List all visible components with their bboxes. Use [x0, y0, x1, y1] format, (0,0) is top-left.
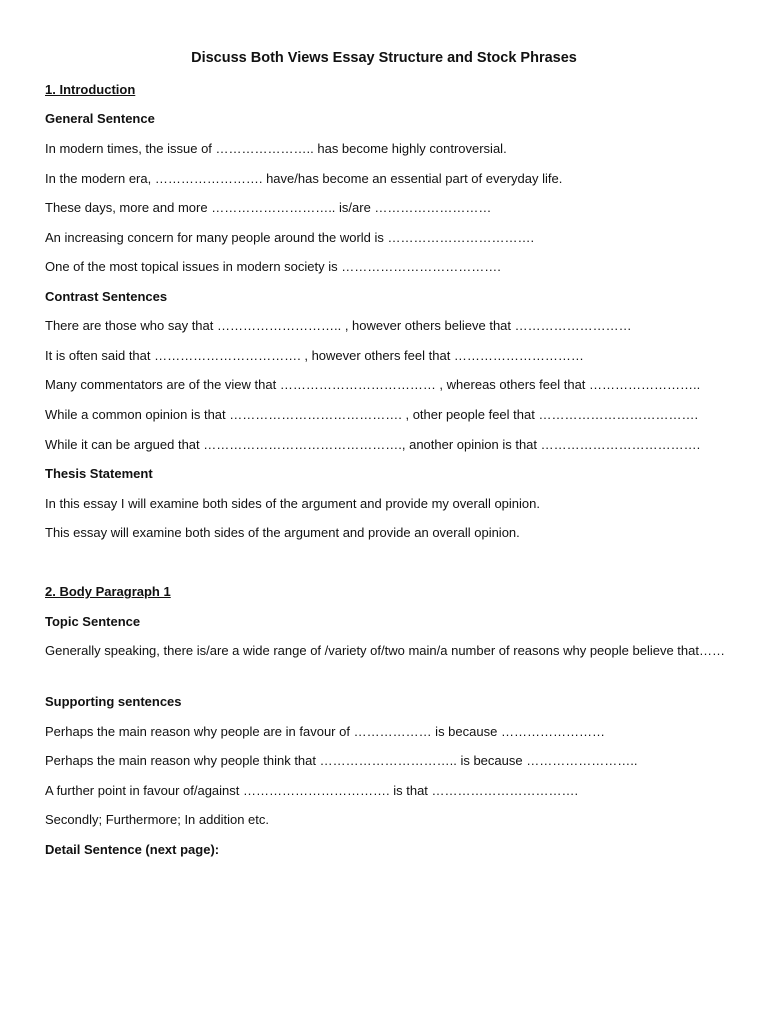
phrase-line: While it can be argued that ………………………………………., another opinion is that ………………………………. — [45, 437, 701, 452]
phrase-line: While a common opinion is that …………………………………. , other people feel that ………………………………. — [45, 407, 699, 422]
subheading-topic-sentence: Topic Sentence — [45, 614, 141, 629]
section-heading-introduction: 1. Introduction — [45, 82, 136, 97]
phrase-line: A further point in favour of/against ……………………………. is that ……………………………. — [45, 783, 579, 798]
subheading-thesis-statement: Thesis Statement — [45, 466, 153, 481]
phrase-line: Many commentators are of the view that ……………………………… , whereas others feel that …………………….. — [45, 377, 701, 392]
phrase-line: It is often said that ……………………………. , however others feel that ………………………… — [45, 348, 584, 363]
phrase-line: This essay will examine both sides of the argument and provide an overall opinion. — [45, 525, 520, 540]
subheading-detail-sentence: Detail Sentence (next page): — [45, 842, 220, 857]
phrase-line: An increasing concern for many people around the world is ……………………………. — [45, 230, 535, 245]
phrase-line: Secondly; Furthermore; In addition etc. — [45, 812, 270, 827]
phrase-line: Perhaps the main reason why people are in favour of ……………… is because …………………… — [45, 724, 605, 739]
subheading-general-sentence: General Sentence — [45, 111, 155, 126]
section-heading-body-paragraph-1: 2. Body Paragraph 1 — [45, 584, 171, 599]
phrase-line: In this essay I will examine both sides of the argument and provide my overall opinion. — [45, 496, 540, 511]
subheading-supporting-sentences: Supporting sentences — [45, 694, 182, 709]
page-title: Discuss Both Views Essay Structure and Stock Phrases — [191, 50, 577, 66]
phrase-line: In modern times, the issue of ………………….. has become highly controversial. — [45, 141, 507, 156]
phrase-line: Generally speaking, there is/are a wide range of /variety of/two main/a number of reasons why people believe that…… — [45, 643, 725, 658]
phrase-line: These days, more and more ……………………….. is/are ……………………… — [45, 200, 492, 215]
phrase-line: Perhaps the main reason why people think that ………………………….. is because …………………….. — [45, 753, 638, 768]
phrase-line: There are those who say that ……………………….. , however others believe that ……………………… — [45, 318, 632, 333]
subheading-contrast-sentences: Contrast Sentences — [45, 289, 168, 304]
phrase-line: One of the most topical issues in modern society is ………………………………. — [45, 259, 501, 274]
phrase-line: In the modern era, ……………………. have/has become an essential part of everyday life. — [45, 171, 563, 186]
